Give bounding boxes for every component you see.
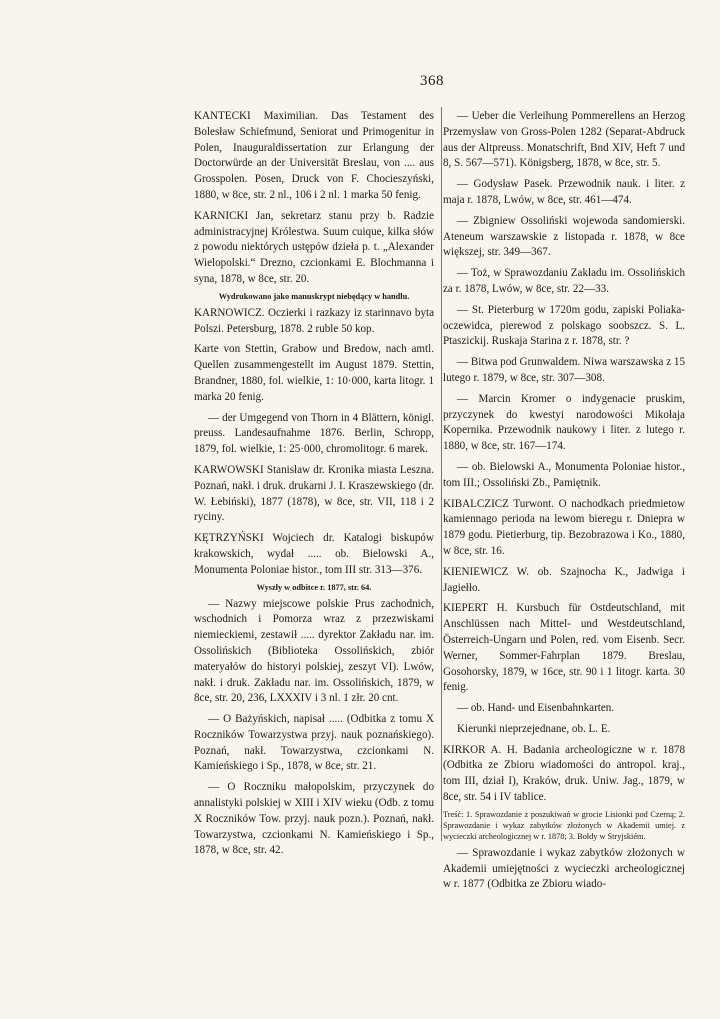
bibliography-entry: — O Bażyńskich, napisał ..... (Odbitka z tomu X Roczników Towarzystwa przyj. nauk poznańskiego). Poznań, nakł. Towarzystwa, czcionkami N. Kamieńskiego i Sp., 1878, w 8ce, str. 21.: [194, 713, 434, 773]
bibliography-entry: — Sprawozdanie i wykaz zabytków złożonych w Akademii umiejętności z wycieczki archeologicznej w r. 1877 (Odbitka ze Zbioru wiado-: [443, 846, 685, 891]
left-column: [194, 109, 434, 864]
bibliography-entry: — Godysław Pasek. Przewodnik nauk. i liter. z maja r. 1878, Lwów, w 8ce, str. 461—474.: [443, 178, 685, 206]
bibliography-entry: Karte von Stettin, Grabow und Bredow, nach amtl. Quellen zusammengestellt im August 1879. Stettin, Brandner, 1880, fol. wielkie, 1: 10·000, karta litogr. 1 marka 20 fenig.: [194, 343, 434, 403]
bibliography-entry: KARNOWICZ. Oczierki i razkazy iz starinnavo byta Polszi. Petersburg, 1878. 2 ruble 50 kop.: [194, 306, 434, 335]
entry-note: Treść: 1. Sprawozdanie z poszukiwań w grocie Lisionki pod Czerną; 2. Sprawozdanie i wykaz zabytków złożonych w Akademii umiej. z wycieczki archeologicznej w r. 1878; 3. Bołdy w Stryjskiém.: [443, 809, 685, 841]
bibliography-entry: — Nazwy miejscowe polskie Prus zachodnich, wschodnich i Pomorza wraz z przezwiskami niemieckiemi, zestawił ..... dyrektor Zakładu nar. im. Ossolińskich (Biblioteka Ossolińskich, zbiór materyałów do historyi polskiej, zeszyt VI). Lwów, nakł. i druk. Zakładu nar. im. Ossolińskich, 1879, w 8ce, str. 20, 236, LXXXIV i 3 nl. 1 złr. 20 cnt.: [194, 597, 434, 705]
bibliography-entry: KIRKOR A. H. Badania archeologiczne w r. 1878 (Odbitka ze Zbioru wiadomości do antropol. kraj., tom III, dział I), Kraków, druk. Uniw. Jag., 1879, w 8ce, str. 54 i IV tablice.: [443, 743, 685, 804]
column-divider: [441, 107, 442, 841]
bibliography-entry: KARNICKI Jan, sekretarz stanu przy b. Radzie administracyjnej Królestwa. Suum cuique, kilka słów z powodu niektórych ustępów dzieła p. t. „Alexander Wielopolski.“ Drezno, czcionkami E. Blochmanna i syna, 1878, w 8ce, str. 20.: [194, 209, 434, 285]
entry-note: Wyszły w odbitce r. 1877, str. 64.: [256, 582, 372, 592]
bibliography-entry: — ob. Bielowski A., Monumenta Poloniae histor., tom III.; Ossoliński Zb., Pamiętnik.: [443, 460, 685, 489]
bibliography-entry: KIBALCZICZ Turwont. O nachodkach priedmietow kamiennago perioda na lewom bieregu r. Dniepra w 1879 godu. Pietierburg, tip. Bezobrazowa i Ko., 1880, w 8ce, str. 16.: [443, 497, 685, 557]
bibliography-entry: — Toż, w Sprawozdaniu Zakładu im. Ossolińskich za r. 1878, Lwów, w 8ce, str. 22—33.: [443, 267, 685, 295]
bibliography-entry: — ob. Hand- und Eisenbahnkarten.: [457, 702, 615, 715]
bibliography-entry: — Marcin Kromer o indygenacie pruskim, przyczynek do kwestyi narodowości Mikołaja Kopernika. Przewodnik naukowy i liter. z lutego r. 1880, w 8ce, str. 167—174.: [443, 392, 685, 453]
bibliography-entry: Kierunki nieprzejednane, ob. L. E.: [457, 722, 611, 735]
page-number: 368: [420, 73, 444, 89]
entry-note: Wydrukowano jako manuskrypt niebędący w handlu.: [218, 291, 410, 301]
bibliography-entry: — Zbigniew Ossoliński wojewoda sandomierski. Ateneum warszawskie z listopada r. 1878, w 8ce większej, str. 349—367.: [443, 214, 685, 259]
bibliography-entry: — Bitwa pod Grunwaldem. Niwa warszawska z 15 lutego r. 1879, w 8ce, str. 307—308.: [443, 356, 685, 384]
bibliography-entry: KIENIEWICZ W. ob. Szajnocha K., Jadwiga i Jagiełło.: [443, 565, 685, 594]
bibliography-entry: — O Roczniku małopolskim, przyczynek do annalistyki polskiej w XIII i XIV wieku (Odb. z tomu X Roczników Tow. przyj. nauk pozn.). Poznań, nakł. Towarzystwa, czcionkami N. Kamieńskiego i Sp., 1878, w 8ce, str. 42.: [194, 781, 434, 857]
bibliography-entry: — der Umgegend von Thorn in 4 Blättern, königl. preuss. Landesaufnahme 1876. Berlin, Schropp, 1879, fol. wielkie, 1: 25·000, chromolitogr. 6 marek.: [194, 411, 434, 456]
bibliography-entry: KĘTRZYŃSKI Wojciech dr. Katalogi biskupów krakowskich, wydał ..... ob. Bielowski A., Monumenta Poloniae histor., tom III str. 313—376.: [194, 532, 434, 576]
bibliography-entry: KANTECKI Maximilian. Das Testament des Bolesław Schiefmund, Seniorat und Primogenitur in Polen, Inauguraldissertation zur Erlangung der Doctorwürde an der Universität Breslau, von .... aus Grosspolen. Posen, Druck von F. Chocieszyński, 1880, w 8ce, str. 2 nl., 106 i 2 nl. 1 marka 50 fenig.: [194, 110, 434, 201]
bibliography-entry: KARWOWSKI Stanisław dr. Kronika miasta Leszna. Poznań, nakł. i druk. drukarni J. I. Kraszewskiego (dr. W. Łebiński), 1877 (1878), w 8ce, str. VII, 118 i 2 ryciny.: [194, 463, 434, 524]
bibliography-entry: KIEPERT H. Kursbuch für Ostdeutschland, mit Anschlüssen nach Mittel- und Westdeutschland, Österreich-Ungarn und Polen, red. vom Eisenb. Secr. Werner, Sommer-Fahrplan 1879. Breslau, Gosohorsky, 1879, w 16ce, str. 90 i 1 litogr. karta. 30 fenig.: [443, 602, 685, 694]
bibliography-entry: — Ueber die Verleihung Pommerellens an Herzog Przemysław von Gross-Polen 1282 (Separat-Abdruck aus der Altpreuss. Monatschrift, Bnd XIV, Heft 7 und 8, S. 567—571). Königsberg, 1878, w 8ce, str. 5.: [443, 110, 685, 170]
right-column: [443, 109, 685, 898]
bibliography-entry: — St. Pieterburg w 1720m godu, zapiski Poliaka-oczewidca, pierewod z polskago soobszcz. S. L. Ptaszickij. Ruskaja Starina z r. 1878, str. ?: [443, 303, 685, 348]
